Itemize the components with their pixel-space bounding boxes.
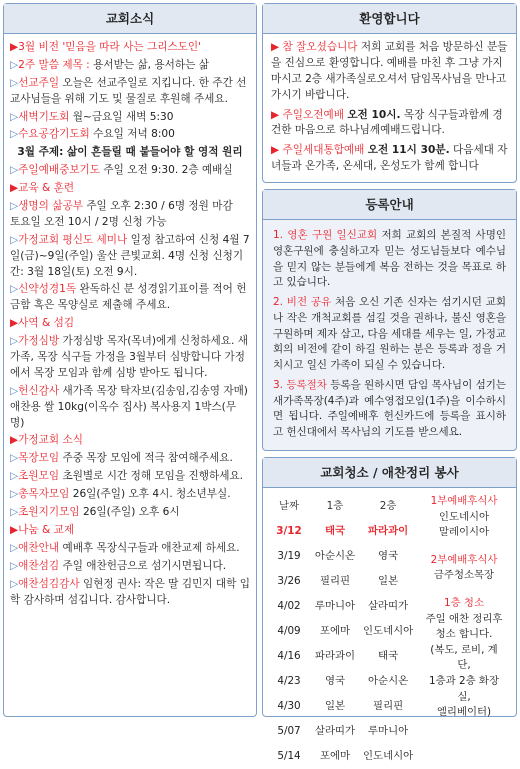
welcome-item-time: 오전 11시 30분. xyxy=(367,144,450,157)
news-item-text: 초원별로 시간 정해 모임을 진행하세요. xyxy=(62,470,244,483)
news-item xyxy=(10,505,250,521)
welcome-panel xyxy=(262,3,517,183)
bullet-marker-icon: ▶ xyxy=(10,317,19,330)
registration-item-text: 등록을 원하시면 담임 목사님이 섬기는 새가족목장(4주)과 예수영접모임(1주)을 이수하시면 됩니다. 주일예배후 헌신카드에 등록을 표시하고 헌신대에서 목사님의 기도를 받으세요. xyxy=(273,378,507,438)
bullet-marker-icon: ▷ xyxy=(10,452,19,465)
news-item xyxy=(10,523,250,539)
bullet-marker-icon: ▶ xyxy=(10,41,19,53)
registration-list xyxy=(263,220,516,453)
schedule-side-line: 청소 합니다. xyxy=(435,628,493,641)
schedule-cell-date: 5/14 xyxy=(277,749,301,762)
schedule-row xyxy=(269,669,415,694)
news-item-label: 가정교회 평신도 세미나 xyxy=(18,233,128,246)
news-item-text: 주중 목장 모임에 적극 참여해주세요. xyxy=(62,452,233,465)
news-item-text: 교육 & 훈련 xyxy=(18,182,75,195)
bullet-marker-icon: ▶ xyxy=(10,523,19,536)
schedule-row xyxy=(269,719,415,744)
news-item-label: 새벽기도회 xyxy=(18,110,70,123)
news-item xyxy=(10,487,250,503)
news-item xyxy=(10,282,250,314)
schedule-side-title: 1층 청소 xyxy=(443,597,485,610)
registration-item xyxy=(273,378,506,441)
registration-item-text: 저희 교회의 본질적 사명인 영혼구원에 충실하고자 믿는 성도님들보다 예수님을 믿지 않는 분들에게 복음 전하는 것을 목표로 하고 있습니다. xyxy=(273,229,506,289)
schedule-cell-date: 4/23 xyxy=(277,674,301,687)
news-item xyxy=(10,127,250,143)
welcome-item-text: 저희 교회를 처음 방문하신 분들을 진심으로 환영합니다. 예배를 마친 후 그냥 가지 마시고 2층 새가족실로오셔서 담임목사님을 만나고 가시기 바랍니다. xyxy=(271,41,508,101)
news-item-label: 헌신감사 xyxy=(18,384,60,397)
church-news-panel xyxy=(3,3,257,717)
schedule-header-row xyxy=(269,494,415,519)
bullet-marker-icon: ▷ xyxy=(10,128,19,141)
welcome-item-label: 주일오전예배 xyxy=(282,108,344,121)
welcome-item xyxy=(271,108,508,140)
news-item xyxy=(10,163,250,179)
welcome-title: 환영합니다 xyxy=(263,4,516,34)
news-item-label: 가정심방 xyxy=(18,335,60,348)
schedule-cell-f1: 살라띠가 xyxy=(314,724,356,737)
schedule-cell-f1: 태국 xyxy=(324,524,346,537)
schedule-side-line: (복도, 로비, 계단, xyxy=(430,643,498,672)
news-item-text: 완독하신 분 성경읽기표이를 적어 헌금함 혹은 목양실로 제출해 주세요. xyxy=(10,283,247,312)
news-item-text: 가정교회 소식 xyxy=(18,434,83,447)
news-item-text: 주일 오후 2:30 / 6명 정원 마감 토요일 오전 10시 / 2명 신청 가능 xyxy=(10,200,233,228)
news-item-text: 3월 주제: 삶이 흔들릴 때 붙들어야 할 영적 원리 xyxy=(17,146,243,159)
news-item-label: 2주 말씀 제목 : xyxy=(18,58,90,71)
news-item xyxy=(10,233,250,281)
schedule-cell-f2: 영국 xyxy=(378,549,399,562)
news-item-label: 주일예배중보기도 xyxy=(18,164,101,177)
bullet-marker-icon: ▶ xyxy=(271,108,280,121)
news-item xyxy=(10,334,250,382)
schedule-cell-f2: 인도네시아 xyxy=(363,624,414,637)
bullet-marker-icon: ▶ xyxy=(271,144,280,157)
news-item xyxy=(10,384,250,432)
schedule-side-section xyxy=(424,553,504,584)
schedule-cell-f2: 아순시온 xyxy=(368,674,409,687)
bullet-marker-icon: ▷ xyxy=(10,200,19,213)
schedule-header-cell: 2층 xyxy=(379,499,397,512)
schedule-cell-date: 4/16 xyxy=(277,649,301,662)
schedule-cell-f1: 파라과이 xyxy=(314,649,356,662)
bullet-marker-icon: ▷ xyxy=(10,384,19,397)
bullet-marker-icon: ▷ xyxy=(10,470,19,483)
news-item-text: 26일(주일) 오후 4시. 청소년부실. xyxy=(72,488,231,501)
news-item xyxy=(10,559,250,575)
news-item-label: 목장모임 xyxy=(18,452,60,465)
bullet-marker-icon: ▷ xyxy=(10,335,19,348)
news-item xyxy=(10,577,250,609)
right-panel xyxy=(262,3,517,762)
church-news-title: 교회소식 xyxy=(4,4,256,34)
schedule-panel xyxy=(262,457,517,762)
schedule-body xyxy=(263,488,516,769)
schedule-side-notes xyxy=(424,494,504,733)
news-item xyxy=(10,433,250,449)
news-item-text: 가정심방 목자(목녀)에게 신청하세요. 새가족, 목장 식구들 가정을 3월부터 심방합니다 가정에서 목장 모임과 함께 심방 받아도 됩니다. xyxy=(10,335,248,379)
schedule-cell-date: 3/12 xyxy=(276,524,302,537)
schedule-cell-date: 5/07 xyxy=(277,724,301,737)
schedule-cell-f1: 포에마 xyxy=(319,624,351,637)
schedule-cell-f1: 영국 xyxy=(324,674,346,687)
news-item-label: 초원지기모임 xyxy=(18,506,80,519)
schedule-cell-date: 4/30 xyxy=(277,699,301,712)
news-item xyxy=(10,316,250,332)
news-item xyxy=(10,469,250,485)
bullet-marker-icon: ▷ xyxy=(10,559,19,572)
bullet-marker-icon: ▷ xyxy=(10,76,19,89)
news-item-label: 생명의 삶공부 xyxy=(18,200,83,213)
news-item xyxy=(10,541,250,557)
news-item-label: 애찬섬김 xyxy=(18,559,60,572)
news-item-text: 새가족 목장 탁자보(김송임,김송영 자매) 애찬용 쌀 10kg(이옥수 집사) 복사용지 1박스(무명) xyxy=(10,384,248,429)
schedule-side-line: 주일 애찬 정리후 xyxy=(425,612,503,625)
news-item xyxy=(10,181,250,197)
registration-item-label: 1. 영혼 구원 일신교회 xyxy=(273,229,378,241)
schedule-side-section xyxy=(424,494,504,541)
schedule-side-line: 엘리베이터) xyxy=(436,706,492,719)
schedule-cell-date: 3/19 xyxy=(277,549,301,562)
bullet-marker-icon: ▶ xyxy=(10,182,19,195)
schedule-side-line: 1층과 2층 화장실, xyxy=(428,675,499,703)
bullet-marker-icon: ▷ xyxy=(10,58,19,71)
news-item-text: 3월 비전 '믿음을 따라 사는 그리스도인' xyxy=(18,41,202,53)
schedule-cell-f2: 파라과이 xyxy=(368,524,409,537)
schedule-cell-f1: 포에마 xyxy=(319,749,351,762)
registration-title: 등록안내 xyxy=(263,190,516,220)
news-item-text: 일정 참고하여 신청 4월 7일(금)~9일(주일) 울산 큰빛교회. 4명 신청 신청기간: 3월 18일(토) 오전 9시. xyxy=(10,233,250,278)
schedule-cell-f1: 일본 xyxy=(324,699,346,712)
bullet-marker-icon: ▷ xyxy=(10,506,19,519)
news-item-label: 애찬섬김감사 xyxy=(18,577,80,590)
schedule-row xyxy=(269,694,415,719)
bullet-marker-icon: ▶ xyxy=(271,41,280,53)
news-item-text: 임현정 권사: 작은 딸 김민지 대학 입학 감사하며 섬깁니다. 감사합니다. xyxy=(10,577,250,606)
news-item-text: 26일(주일) 오후 6시 xyxy=(82,506,180,519)
schedule-cell-date: 4/09 xyxy=(277,624,301,637)
schedule-cell-f2: 필리핀 xyxy=(373,699,404,712)
news-item-text: 용서받는 삶, 용서하는 삶 xyxy=(93,58,209,71)
schedule-cell-f2: 인도네시아 xyxy=(363,749,414,762)
news-item-label: 애찬안내 xyxy=(18,541,60,554)
news-item xyxy=(10,110,250,126)
registration-item-label: 3. 등록절차 xyxy=(273,378,327,391)
church-news-list xyxy=(4,34,256,608)
news-item-label: 수요공감기도회 xyxy=(18,128,90,141)
schedule-cell-date: 3/26 xyxy=(277,574,301,587)
bullet-marker-icon: ▷ xyxy=(10,164,19,177)
news-item-text: 사역 & 섬김 xyxy=(18,317,75,330)
schedule-header-cell: 1층 xyxy=(326,499,344,512)
news-item xyxy=(10,40,250,56)
news-item-text: 나눔 & 교제 xyxy=(18,523,75,536)
welcome-item-time: 오전 10시. xyxy=(347,108,401,121)
news-item xyxy=(10,145,250,161)
news-item-label: 선교주일 xyxy=(18,76,60,89)
schedule-row xyxy=(269,619,415,644)
news-item-label: 초원모임 xyxy=(18,470,60,483)
bullet-marker-icon: ▶ xyxy=(10,434,19,447)
schedule-header-cell: 날짜 xyxy=(278,499,300,512)
registration-item-label: 2. 비전 공유 xyxy=(273,296,332,308)
news-item-text: 주일 오전 9:30. 2층 예배실 xyxy=(103,164,233,177)
registration-item xyxy=(273,228,506,291)
welcome-item-text: 다음세대 자녀들과 온가족, 온세대, 온성도가 함께 합니다 xyxy=(271,144,508,173)
bullet-marker-icon: ▷ xyxy=(10,488,19,501)
schedule-side-title: 2부예배후식사 xyxy=(430,553,498,566)
welcome-list xyxy=(263,34,516,185)
news-item-text: 수요일 저녁 8:00 xyxy=(93,128,175,141)
welcome-item-text: 목장 식구들과함께 경건한 마음으로 하나님께예배드립니다. xyxy=(271,108,503,137)
news-item-text: 오늘은 선교주일로 지킵니다. 한 주간 선교사님들을 위해 기도 및 물질로 후원해 주세요. xyxy=(10,76,247,105)
registration-item xyxy=(273,295,506,374)
news-item xyxy=(10,199,250,231)
schedule-row xyxy=(269,744,415,769)
schedule-cell-f1: 아순시온 xyxy=(314,549,356,562)
schedule-cell-f2: 태국 xyxy=(378,649,399,662)
welcome-item-label: 참 잘오셨습니다 xyxy=(282,41,358,53)
schedule-side-line: 금주청소목장 xyxy=(433,569,495,582)
schedule-side-line: 말레이시아 xyxy=(438,526,490,539)
schedule-cell-f2: 살라띠가 xyxy=(368,599,409,612)
schedule-side-line: 인도네시아 xyxy=(438,510,490,523)
news-item xyxy=(10,76,250,108)
schedule-cell-f2: 루마니아 xyxy=(368,724,409,737)
news-item xyxy=(10,451,250,467)
bullet-marker-icon: ▷ xyxy=(10,283,19,296)
schedule-side-title: 1부예배후식사 xyxy=(430,495,498,507)
news-item xyxy=(10,58,250,74)
schedule-row xyxy=(269,519,415,544)
schedule-row xyxy=(269,544,415,569)
schedule-table xyxy=(269,494,415,769)
schedule-row xyxy=(269,569,415,594)
schedule-cell-f1: 필리핀 xyxy=(319,574,351,587)
news-item-text: 월~금요일 새벽 5:30 xyxy=(72,110,174,123)
schedule-row xyxy=(269,644,415,669)
bullet-marker-icon: ▷ xyxy=(10,233,19,246)
schedule-cell-date: 4/02 xyxy=(277,599,301,612)
schedule-cell-f1: 루마니아 xyxy=(314,599,356,612)
schedule-row xyxy=(269,594,415,619)
schedule-cell-f2: 일본 xyxy=(378,574,399,587)
welcome-item xyxy=(271,143,508,175)
news-item-label: 신약성경1독 xyxy=(18,283,77,296)
welcome-item xyxy=(271,40,508,104)
schedule-title: 교회청소 / 애찬정리 봉사 xyxy=(263,458,516,488)
schedule-side-section xyxy=(424,596,504,721)
bullet-marker-icon: ▷ xyxy=(10,541,19,554)
bullet-marker-icon: ▷ xyxy=(10,577,19,590)
registration-item-text: 처음 오신 기존 신자는 섬기시던 교회나 작은 개척교회를 섬길 것을 권하나, 불신 영혼을 구원하며 제자 삼고, 다음 세대를 세우는 일, 가정교회의 비전에 같이 하길 원하는 분은 등록과 정을 거치시고 일신 가족이 되실 수 있습니다. xyxy=(273,296,506,371)
news-item-text: 주일 애찬헌금으로 섬기시면됩니다. xyxy=(62,559,227,572)
registration-panel xyxy=(262,189,517,451)
news-item-text: 예배후 목장식구들과 애찬교제 하세요. xyxy=(62,541,240,554)
welcome-item-label: 주일세대통합예배 xyxy=(282,144,365,157)
news-item-label: 총목자모임 xyxy=(18,488,70,501)
bullet-marker-icon: ▷ xyxy=(10,110,19,123)
